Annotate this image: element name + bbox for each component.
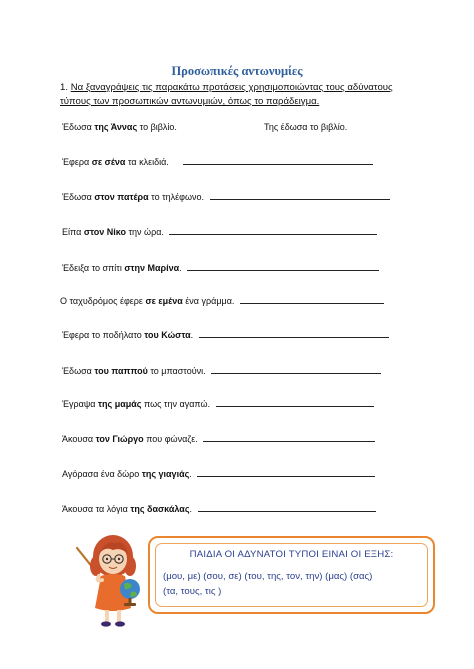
sentence-pre: Έφερα bbox=[62, 157, 90, 167]
sentence-bold: στην Μαρίνα bbox=[124, 263, 180, 273]
sentence-bold: της δασκάλας bbox=[130, 504, 190, 514]
sentence-post: . bbox=[179, 263, 182, 273]
sentence-row bbox=[62, 261, 379, 273]
sentence-pre: Έφερα το ποδήλατο bbox=[62, 330, 142, 340]
sentence-pre: Είπα bbox=[62, 227, 82, 237]
sentence-post: τα κλειδιά. bbox=[127, 157, 169, 167]
sentence-pre: Έδειξα το σπίτι bbox=[62, 263, 122, 273]
sentence-row bbox=[62, 328, 389, 340]
sentence-post: το τηλέφωνο. bbox=[151, 192, 205, 202]
info-box-line-2: (τα, τους, τις ) bbox=[163, 586, 222, 597]
sentence-pre: Ο ταχυδρόμος έφερε bbox=[60, 296, 143, 306]
sentence-post: που φώναζε. bbox=[146, 434, 198, 444]
sentence-pre: Αγόρασα ένα δώρο bbox=[62, 469, 140, 479]
sentence-bold: σε σένα bbox=[91, 157, 126, 167]
answer-blank[interactable] bbox=[203, 432, 375, 442]
sentence-post: το βιβλίο. bbox=[139, 122, 177, 132]
answer-blank[interactable] bbox=[187, 261, 379, 271]
sentence-post: το μπαστούνι. bbox=[150, 366, 206, 376]
sentence-pre: Έδωσα bbox=[62, 366, 92, 376]
sentence-bold: στον Νίκο bbox=[83, 227, 126, 237]
sentence-post: . bbox=[190, 330, 194, 340]
sentence-post: πως την αγαπώ. bbox=[143, 399, 211, 409]
sentence-bold: σε εμένα bbox=[145, 296, 183, 306]
answer-blank[interactable] bbox=[197, 467, 375, 477]
info-box-title: ΠΑΙΔΙΑ ΟΙ ΑΔΥΝΑΤΟΙ ΤΥΠΟΙ ΕΙΝΑΙ ΟΙ ΕΞΗΣ: bbox=[189, 549, 394, 560]
sentence-row bbox=[62, 502, 376, 514]
answer-blank[interactable] bbox=[198, 502, 376, 512]
instructions bbox=[60, 81, 420, 109]
sentence-bold: της γιαγιάς bbox=[141, 469, 190, 479]
sentence-row bbox=[62, 225, 377, 237]
sentence-row bbox=[60, 294, 384, 306]
sentence-bold: του Κώστα bbox=[144, 330, 191, 340]
sentence-row bbox=[62, 432, 375, 444]
answer-blank[interactable] bbox=[240, 294, 384, 304]
sentence-post: . bbox=[189, 504, 193, 514]
example-answer: Της έδωσα το βιβλίο. bbox=[264, 122, 348, 132]
answer-blank[interactable] bbox=[183, 155, 373, 165]
sentence-pre: Έγραψα bbox=[62, 399, 96, 409]
info-box-line-1: (μου, με) (σου, σε) (του, της, τον, την) (μας) (σας) bbox=[163, 571, 373, 582]
weak-forms-info-box bbox=[148, 536, 435, 614]
sentence-row bbox=[62, 364, 381, 376]
instructions-line-1: Να ξαναγράψεις τις παρακάτω προτάσεις χρησιμοποιώντας τους αδύνατους bbox=[70, 82, 393, 93]
sentence-post: ένα γράμμα. bbox=[185, 296, 235, 306]
sentence-row bbox=[62, 122, 177, 132]
sentence-post: την ώρα. bbox=[128, 227, 164, 237]
sentence-bold: της μαμάς bbox=[98, 399, 142, 409]
answer-blank[interactable] bbox=[199, 328, 389, 338]
instructions-number: 1. bbox=[60, 82, 69, 93]
sentence-post: . bbox=[189, 469, 192, 479]
sentence-pre: Άκουσα τα λόγια bbox=[62, 504, 128, 514]
sentence-bold: του παππού bbox=[94, 366, 148, 376]
sentence-row bbox=[62, 155, 373, 167]
teacher-girl-illustration-icon bbox=[75, 526, 151, 630]
sentence-row bbox=[62, 190, 390, 202]
sentence-pre: Έδωσα bbox=[62, 192, 92, 202]
sentence-bold: τον Γιώργο bbox=[95, 434, 144, 444]
sentence-row bbox=[62, 467, 375, 479]
instructions-line-2: τύπους των προσωπικών αντωνυμιών, όπως το παράδειγμα. bbox=[60, 96, 320, 107]
sentence-pre: Άκουσα bbox=[62, 434, 94, 444]
sentence-bold: της Άννας bbox=[94, 122, 138, 132]
sentence-row bbox=[62, 397, 374, 409]
answer-blank[interactable] bbox=[169, 225, 377, 235]
answer-blank[interactable] bbox=[216, 397, 374, 407]
answer-blank[interactable] bbox=[211, 364, 381, 374]
sentence-bold: στον πατέρα bbox=[94, 192, 149, 202]
answer-blank[interactable] bbox=[210, 190, 390, 200]
worksheet-title: Προσωπικές αντωνυμίες bbox=[171, 64, 303, 78]
sentence-pre: Έδωσα bbox=[62, 122, 92, 132]
